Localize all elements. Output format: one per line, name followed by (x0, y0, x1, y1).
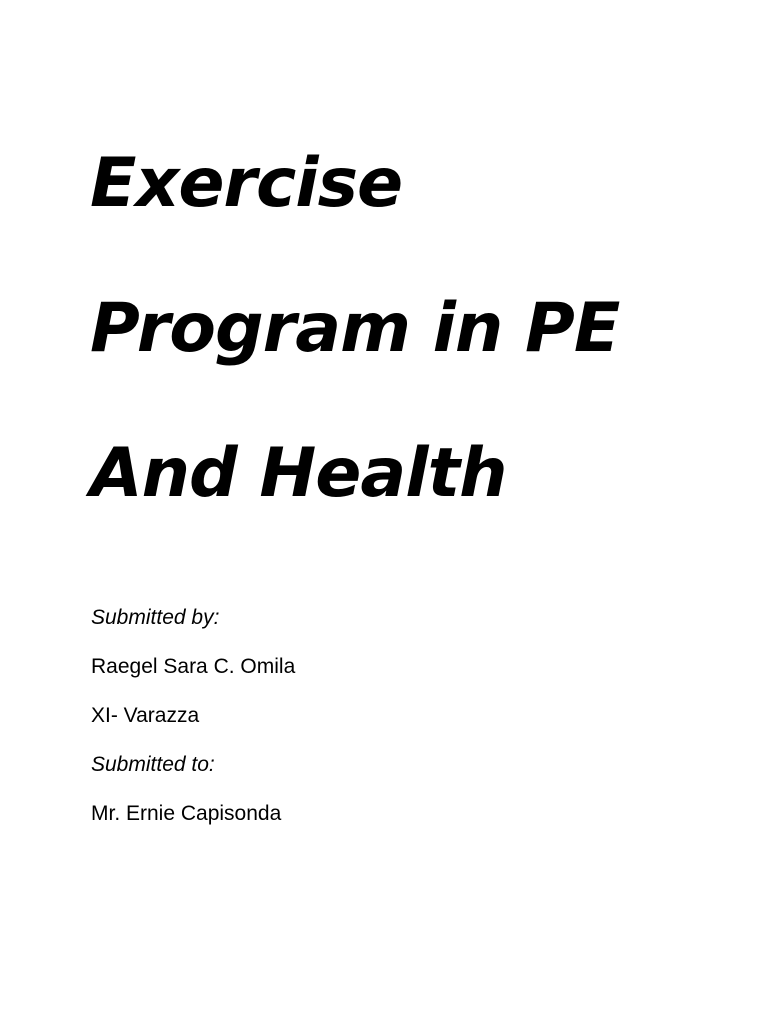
title-line-2: Program in PE (90, 289, 620, 368)
student-name: Raegel Sara C. Omila (91, 655, 296, 678)
teacher-name: Mr. Ernie Capisonda (91, 802, 282, 825)
document-title (90, 128, 619, 563)
submitted-by-label: Submitted by: (91, 606, 220, 629)
section-name: XI- Varazza (91, 704, 200, 727)
submitted-to-label: Submitted to: (91, 753, 215, 776)
title-line-1: Exercise (90, 144, 403, 223)
submission-details (91, 602, 295, 847)
title-line-3: And Health (90, 434, 507, 513)
